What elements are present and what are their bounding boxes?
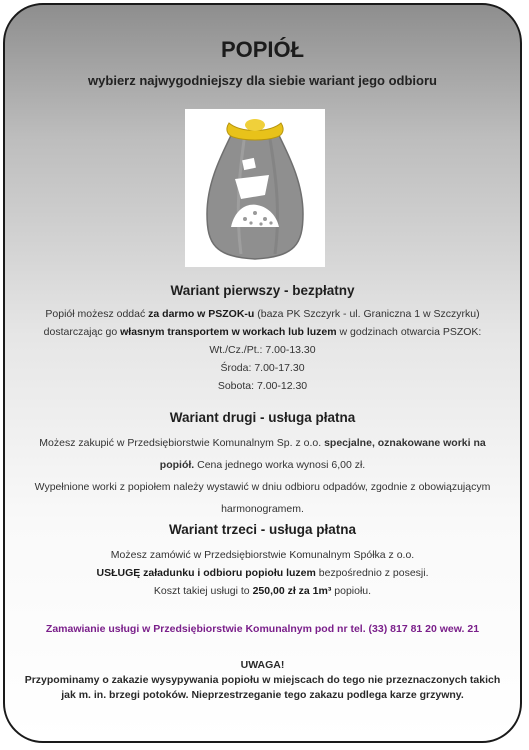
hours-wednesday: Środa: 7.00-17.30 [220, 362, 305, 374]
v3-l3-b: 250,00 zł za 1m³ [252, 585, 332, 597]
page-subtitle: wybierz najwygodniejszy dla siebie wariant jego odbioru [88, 73, 437, 88]
hours-tue-thu-fri: Wt./Cz./Pt.: 7.00-13.30 [209, 344, 316, 356]
v2-l1-a: Możesz zakupić w Przedsiębiorstwie Komunalnym Sp. z o.o. [39, 437, 325, 449]
v3-l3-a: Koszt takiej usługi to [153, 585, 253, 597]
ash-bag-illustration [185, 109, 325, 267]
variant3-line1: Możesz zamówić w Przedsiębiorstwie Komunalnym Spółka z o.o. [110, 549, 415, 561]
variant2-line1 [15, 432, 510, 454]
variant2-line4: harmonogramem. [221, 503, 304, 515]
variant3-heading: Wariant trzeci - usługa płatna [168, 522, 357, 537]
contact-phone-line: Zamawianie usługi w Przedsiębiorstwie Komunalnym pod nr tel. (33) 817 81 20 wew. 21 [45, 623, 480, 635]
v1-l2-b: własnym transportem w workach lub luzem [120, 326, 337, 338]
ash-bag-image [185, 109, 325, 267]
v2-l1-b: specjalne, oznakowane worki na [324, 437, 486, 449]
poster-card [3, 3, 522, 743]
v1-l1-b: za darmo w PSZOK-u [148, 308, 255, 320]
warning-line1: Przypominamy o zakazie wysypywania popiołu w miejscach do tego nie przeznaczonych takich [24, 674, 501, 686]
page-title: POPIÓŁ [220, 37, 305, 62]
variant2-line2 [15, 454, 510, 476]
hours-saturday: Sobota: 7.00-12.30 [217, 380, 308, 392]
variant3-line2 [15, 564, 510, 582]
variant2-text [15, 432, 510, 520]
variant3-text [15, 546, 510, 600]
v1-l2-c: w godzinach otwarcia PSZOK: [336, 326, 482, 338]
variant1-line2 [15, 323, 510, 341]
variant1-text [15, 305, 510, 395]
v1-l1-c: (baza PK Szczyrk - ul. Graniczna 1 w Szczyrku) [254, 308, 480, 320]
variant1-line1 [15, 305, 510, 323]
variant2-line3: Wypełnione worki z popiołem należy wystawić w dniu odbioru odpadów, zgodnie z obowiązującym [34, 481, 491, 493]
warning-line2: jak m. in. brzegi potoków. Nieprzestrzeganie tego zakazu podlega karze grzywny. [61, 689, 464, 701]
warning-title: UWAGA! [240, 659, 285, 671]
variant2-heading: Wariant drugi - usługa płatna [169, 410, 356, 425]
v3-l2-c: bezpośrednio z posesji. [315, 567, 429, 579]
v2-l2-c: Cena jednego worka wynosi 6,00 zł. [194, 459, 366, 471]
v1-l1-a: Popiół możesz oddać [45, 308, 149, 320]
variant1-heading: Wariant pierwszy - bezpłatny [170, 283, 355, 298]
v2-l2-b: popiół. [159, 459, 195, 471]
variant3-line3 [15, 582, 510, 600]
warning-block [15, 658, 510, 703]
v1-l2-a: dostarczając go [43, 326, 121, 338]
v3-l3-c: popiołu. [331, 585, 372, 597]
v3-l2-b: USŁUGĘ załadunku i odbioru popiołu luzem [96, 567, 316, 579]
